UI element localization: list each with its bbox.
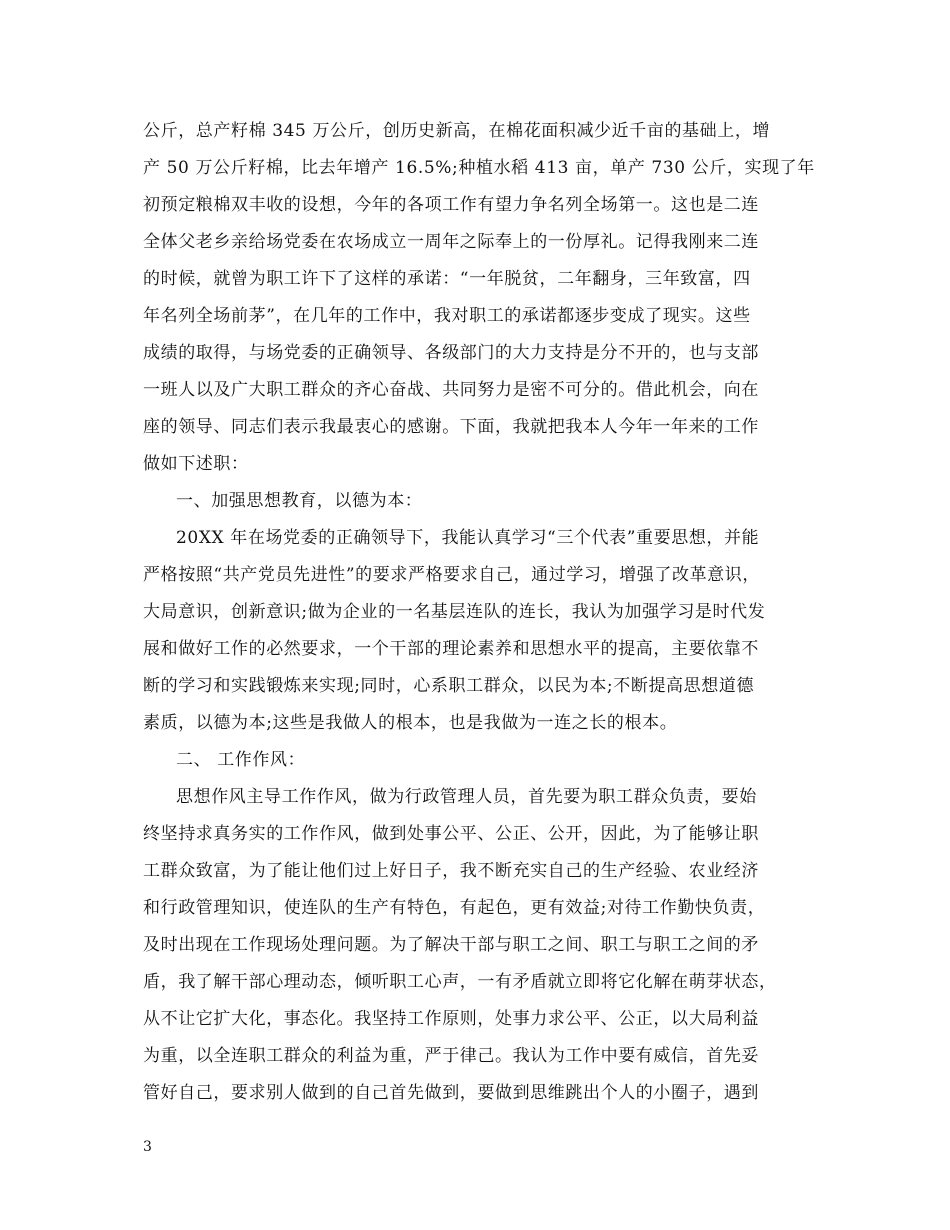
text-line: 的时候，就曾为职工许下了这样的承诺：“一年脱贫，二年翻身，三年致富，四	[143, 269, 751, 289]
text-line: 做如下述职：	[143, 454, 249, 474]
text-line: 20XX 年在场党委的正确领导下，我能认真学习“三个代表”重要思想，并能	[176, 528, 760, 548]
text-line: 和行政管理知识，使连队的生产有特色，有起色，更有效益;对待工作勤快负责，	[143, 898, 766, 918]
text-line: 一班人以及广大职工群众的齐心奋战、共同努力是密不可分的。借此机会，向在	[143, 380, 759, 400]
text-line: 从不让它扩大化，事态化。我坚持工作原则，处事力求公平、公正，以大局利益	[143, 1009, 759, 1029]
text-line: 为重，以全连职工群众的利益为重，严于律己。我认为工作中要有威信，首先妥	[143, 1046, 759, 1066]
text-line: 全体父老乡亲给场党委在农场成立一周年之际奉上的一份厚礼。记得我刚来二连	[143, 232, 759, 252]
text-line: 产 50 万公斤籽棉，比去年增产 16.5%;种植水稻 413 亩，单产 730 公斤，实现了年	[143, 158, 815, 178]
text-line: 管好自己，要求别人做到的自己首先做到，要做到思维跳出个人的小圈子，遇到	[143, 1083, 759, 1103]
text-line: 成绩的取得，与场党委的正确领导、各级部门的大力支持是分不开的，也与支部	[143, 343, 759, 363]
section-heading: 一、加强思想教育，以德为本：	[176, 491, 423, 511]
text-line: 素质，以德为本;这些是我做人的根本，也是我做为一连之长的根本。	[143, 713, 678, 733]
text-line: 大局意识，创新意识;做为企业的一名基层连队的连长，我认为加强学习是时代发	[143, 602, 766, 622]
section-heading: 二、 工作作风：	[176, 750, 306, 770]
text-line: 展和做好工作的必然要求，一个干部的理论素养和思想水平的提高，主要依靠不	[143, 639, 759, 659]
text-line: 公斤，总产籽棉 345 万公斤，创历史新高，在棉花面积减少近千亩的基础上，增	[143, 121, 771, 141]
text-line: 及时出现在工作现场处理问题。为了解决干部与职工之间、职工与职工之间的矛	[143, 935, 759, 955]
text-line: 座的领导、同志们表示我最衷心的感谢。下面，我就把我本人今年一年来的工作	[143, 417, 759, 437]
text-line: 断的学习和实践锻炼来实现;同时，心系职工群众，以民为本;不断提高思想道德	[143, 676, 755, 696]
text-line: 年名列全场前茅”，在几年的工作中，我对职工的承诺都逐步变成了现实。这些	[143, 306, 751, 326]
text-line: 工群众致富，为了能让他们过上好日子，我不断充实自己的生产经验、农业经济	[143, 861, 759, 881]
page-number: 3	[143, 1139, 152, 1155]
text-line: 严格按照“共产党员先进性”的要求严格要求自己，通过学习，增强了改革意识，	[143, 565, 760, 585]
text-line: 终坚持求真务实的工作作风，做到处事公平、公正、公开，因此，为了能够让职	[143, 824, 759, 844]
text-line: 初预定粮棉双丰收的设想，今年的各项工作有望力争名列全场第一。这也是二连	[143, 195, 759, 215]
text-line: 思想作风主导工作作风，做为行政管理人员，首先要为职工群众负责，要始	[176, 787, 757, 807]
text-line: 盾，我了解干部心理动态，倾听职工心声，一有矛盾就立即将它化解在萌芽状态，	[143, 972, 777, 992]
